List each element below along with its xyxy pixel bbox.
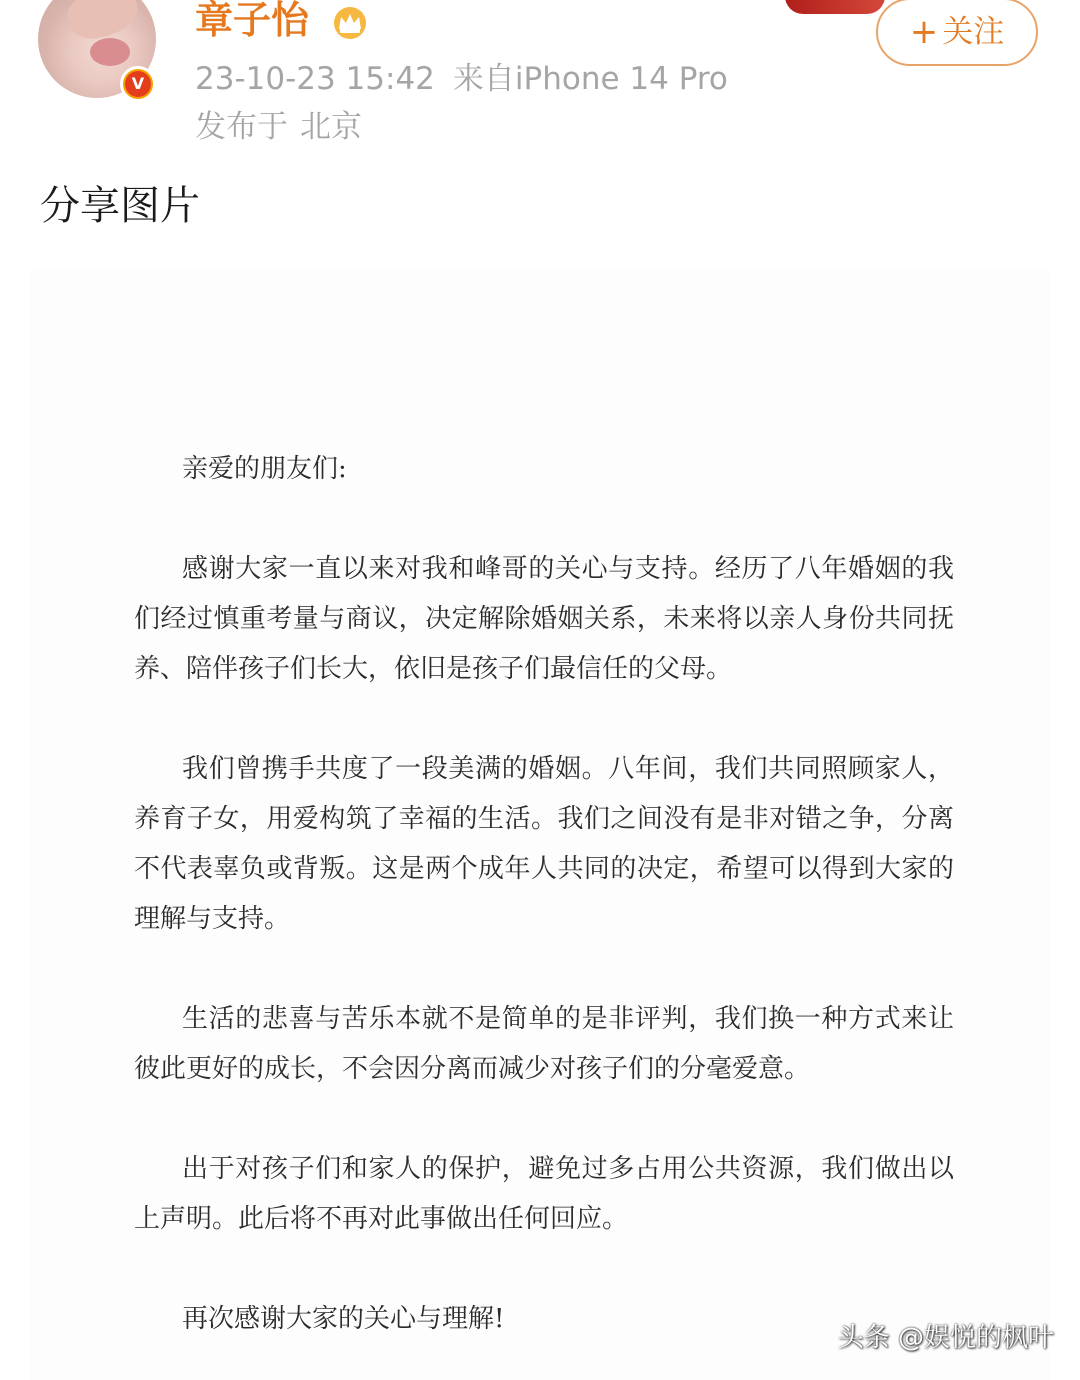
watermark: 头条 @娱悦的枫叶 (837, 1323, 1054, 1353)
avatar-baby-foot-shape (90, 38, 130, 66)
post-location-line (195, 104, 362, 150)
letter-paragraph: 我们曾携手共度了一段美满的婚姻。八年间，我们共同照顾家人，养育子女，用爱构筑了幸福的生活。我们之间没有是非对错之争，分离不代表辜负或背叛。这是两个成年人共同的决定，希望可以得到大家的理解与支持。 (134, 754, 954, 934)
verified-v-icon (120, 66, 156, 102)
post-timestamp: 23-10-23 15:42 (195, 61, 435, 97)
shared-image[interactable] (30, 270, 1050, 1380)
verified-badge-letter: V (125, 71, 151, 97)
letter-paragraph: 生活的悲喜与苦乐本就不是简单的是非评判，我们换一种方式来让彼此更好的成长，不会因分离而减少对孩子们的分毫爱意。 (134, 1004, 954, 1084)
letter-paragraph: 出于对孩子们和家人的保护，避免过多占用公共资源，我们做出以上声明。此后将不再对此事做出任何回应。 (134, 1154, 954, 1234)
username[interactable]: 章子怡 (195, 0, 310, 42)
plus-icon: + (909, 12, 939, 52)
letter-closing: 再次感谢大家的关心与理解! (182, 1304, 505, 1334)
crown-icon (330, 4, 370, 40)
letter-paragraph: 感谢大家一直以来对我和峰哥的关心与支持。经历了八年婚姻的我们经过慎重考量与商议，决定解除婚姻关系，未来将以亲人身份共同抚养、陪伴孩子们长大，依旧是孩子们最信任的父母。 (134, 554, 954, 684)
follow-button-label: 关注 (942, 13, 1005, 50)
decorative-banner (785, 0, 885, 14)
post-text: 分享图片 (40, 183, 200, 229)
follow-button[interactable] (876, 0, 1038, 66)
post-meta (195, 56, 728, 102)
post-source: 来自iPhone 14 Pro (452, 61, 728, 97)
letter-greeting: 亲爱的朋友们: (182, 454, 347, 484)
post-location: 北京 (300, 109, 362, 145)
location-prefix: 发布于 (195, 109, 288, 145)
